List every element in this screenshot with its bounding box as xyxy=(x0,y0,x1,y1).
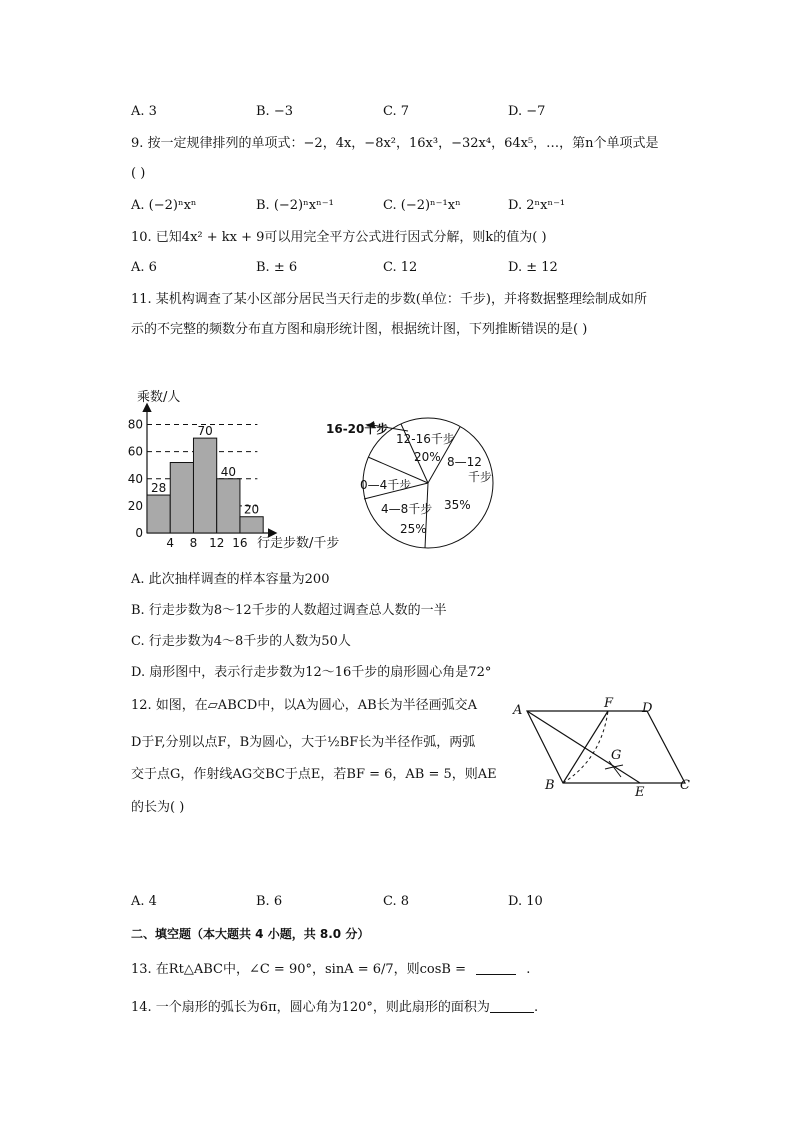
q11-stem-line2: 示的不完整的频数分布直方图和扇形统计图，根据统计图，下列推断错误的是( ) xyxy=(131,322,588,337)
pie-label-0-4: 0—4千步 xyxy=(360,478,412,492)
point-label-e: E xyxy=(635,785,645,800)
q8-option-b: B. −3 xyxy=(256,104,293,119)
q11-option-d: D. 扇形图中，表示行走步数为12～16千步的扇形圆心角是72° xyxy=(131,665,492,680)
q9-option-d: D. 2ⁿxⁿ⁻¹ xyxy=(508,198,566,213)
arc-g-1 xyxy=(609,761,621,777)
histogram-xtick-3: 16 xyxy=(232,536,248,550)
pie-percent-4-8: 25% xyxy=(400,522,427,536)
histogram-xtick-0: 4 xyxy=(166,536,175,550)
q10-options xyxy=(131,258,691,278)
q14-end: . xyxy=(533,1000,539,1015)
q12-stem-line3: 交于点G，作射线AG交BC于点E，若BF = 6，AB = 5，则AE xyxy=(131,767,497,782)
q12-option-c: C. 8 xyxy=(383,894,410,909)
q8-option-a: A. 3 xyxy=(131,104,157,119)
point-label-a: A xyxy=(513,703,523,718)
q13 xyxy=(131,960,530,980)
histogram-bar-1 xyxy=(170,463,193,533)
histogram-ytick-0: 0 xyxy=(135,526,143,540)
q10-option-c: C. 12 xyxy=(383,260,418,275)
q9-option-a: A. (−2)ⁿxⁿ xyxy=(131,198,197,213)
pie-label-4-8: 4—8千步 xyxy=(381,502,433,516)
histogram-data-label-4: 20 xyxy=(243,502,260,517)
q10-stem: 10. 已知4x² + kx + 9可以用完全平方公式进行因式分解，则k的值为( ) xyxy=(131,230,547,245)
q12-option-d: D. 10 xyxy=(508,894,543,909)
histogram-data-label-3: 40 xyxy=(220,464,236,479)
q12-stem-line2: D于F,分别以点F，B为圆心，大于½BF长为半径作弧，两弧 xyxy=(131,735,476,750)
q10-option-b: B. ± 6 xyxy=(256,260,298,275)
point-label-f: F xyxy=(604,696,614,711)
q9-option-b: B. (−2)ⁿxⁿ⁻¹ xyxy=(256,198,334,213)
q10-option-a: A. 6 xyxy=(131,260,157,275)
pie-label-16-20: 16-20千步 xyxy=(326,422,389,436)
histogram-ytick-4: 80 xyxy=(127,417,143,432)
histogram-bar-2 xyxy=(193,438,216,533)
point-label-b: B xyxy=(545,778,555,793)
q9-option-c: C. (−2)ⁿ⁻¹xⁿ xyxy=(383,198,461,213)
q13-end: . xyxy=(526,962,531,977)
histogram-data-label-0: 28 xyxy=(150,481,167,496)
histogram-xlabel: 行走步数/千步 xyxy=(257,536,340,551)
histogram-ylabel: 乘数/人 xyxy=(137,390,181,405)
q9-stem-line1: 9. 按一定规律排列的单项式：−2，4x，−8x²，16x³，−32x⁴，64x⁵，…，第n个单项式是 xyxy=(131,136,659,151)
pie-percent-12-16: 20% xyxy=(414,450,441,464)
point-label-c: C xyxy=(680,778,690,793)
histogram-bar-4 xyxy=(240,517,263,533)
pie-label-12-16: 12-16千步 xyxy=(396,432,455,446)
q11-option-c: C. 行走步数为4～8千步的人数为50人 xyxy=(131,634,351,649)
section-title: 二、填空题（本大题共 4 小题，共 8.0 分） xyxy=(131,927,370,941)
q13-blank[interactable] xyxy=(476,960,516,975)
q14-text: 14. 一个扇形的弧长为6π，圆心角为120°，则此扇形的面积为 xyxy=(131,1000,490,1015)
pie-percent-8-12: 35% xyxy=(444,498,471,512)
q12-stem-line1: 12. 如图，在▱ABCD中，以A为圆心，AB长为半径画弧交A xyxy=(131,698,478,713)
q8-options xyxy=(131,102,691,122)
q12-stem-line4: 的长为( ) xyxy=(131,800,185,815)
segment-bf xyxy=(563,711,608,783)
q9-options xyxy=(131,196,691,216)
histogram-bar-0 xyxy=(147,495,170,533)
parallelogram-figure xyxy=(505,695,705,800)
q8-option-d: D. −7 xyxy=(508,104,546,119)
q14-blank[interactable] xyxy=(490,998,534,1013)
ray-ae xyxy=(527,711,640,783)
q13-text: 13. 在Rt△ABC中，∠C = 90°，sinA = 6/7，则cosB = xyxy=(131,962,467,977)
histogram-bar-3 xyxy=(217,479,240,533)
q12-option-b: B. 6 xyxy=(256,894,283,909)
histogram-data-label-2: 70 xyxy=(197,424,213,439)
q12-options xyxy=(131,892,691,912)
q14 xyxy=(131,998,538,1018)
pie-label-8-12: 8—12 千步 xyxy=(447,455,493,484)
q11-option-a: A. 此次抽样调查的样本容量为200 xyxy=(131,572,330,587)
q10-option-d: D. ± 12 xyxy=(508,260,558,275)
q11-option-b: B. 行走步数为8～12千步的人数超过调查总人数的一半 xyxy=(131,603,447,618)
parallelogram-abcd xyxy=(527,711,685,783)
histogram-ytick-3: 60 xyxy=(127,444,143,459)
q11-stem-line1: 11. 某机构调查了某小区部分居民当天行走的步数(单位：千步)，并将数据整理绘制成如所 xyxy=(131,292,647,307)
histogram-xtick-2: 12 xyxy=(209,536,225,550)
q12-option-a: A. 4 xyxy=(131,894,157,909)
q8-option-c: C. 7 xyxy=(383,104,410,119)
histogram-ytick-2: 40 xyxy=(127,471,143,486)
histogram-ytick-1: 20 xyxy=(127,498,143,513)
histogram-xtick-1: 8 xyxy=(189,536,198,550)
point-label-g: G xyxy=(611,748,622,763)
pie-chart xyxy=(320,415,515,555)
point-label-d: D xyxy=(642,701,653,716)
q9-stem-line2: ( ) xyxy=(131,166,146,181)
